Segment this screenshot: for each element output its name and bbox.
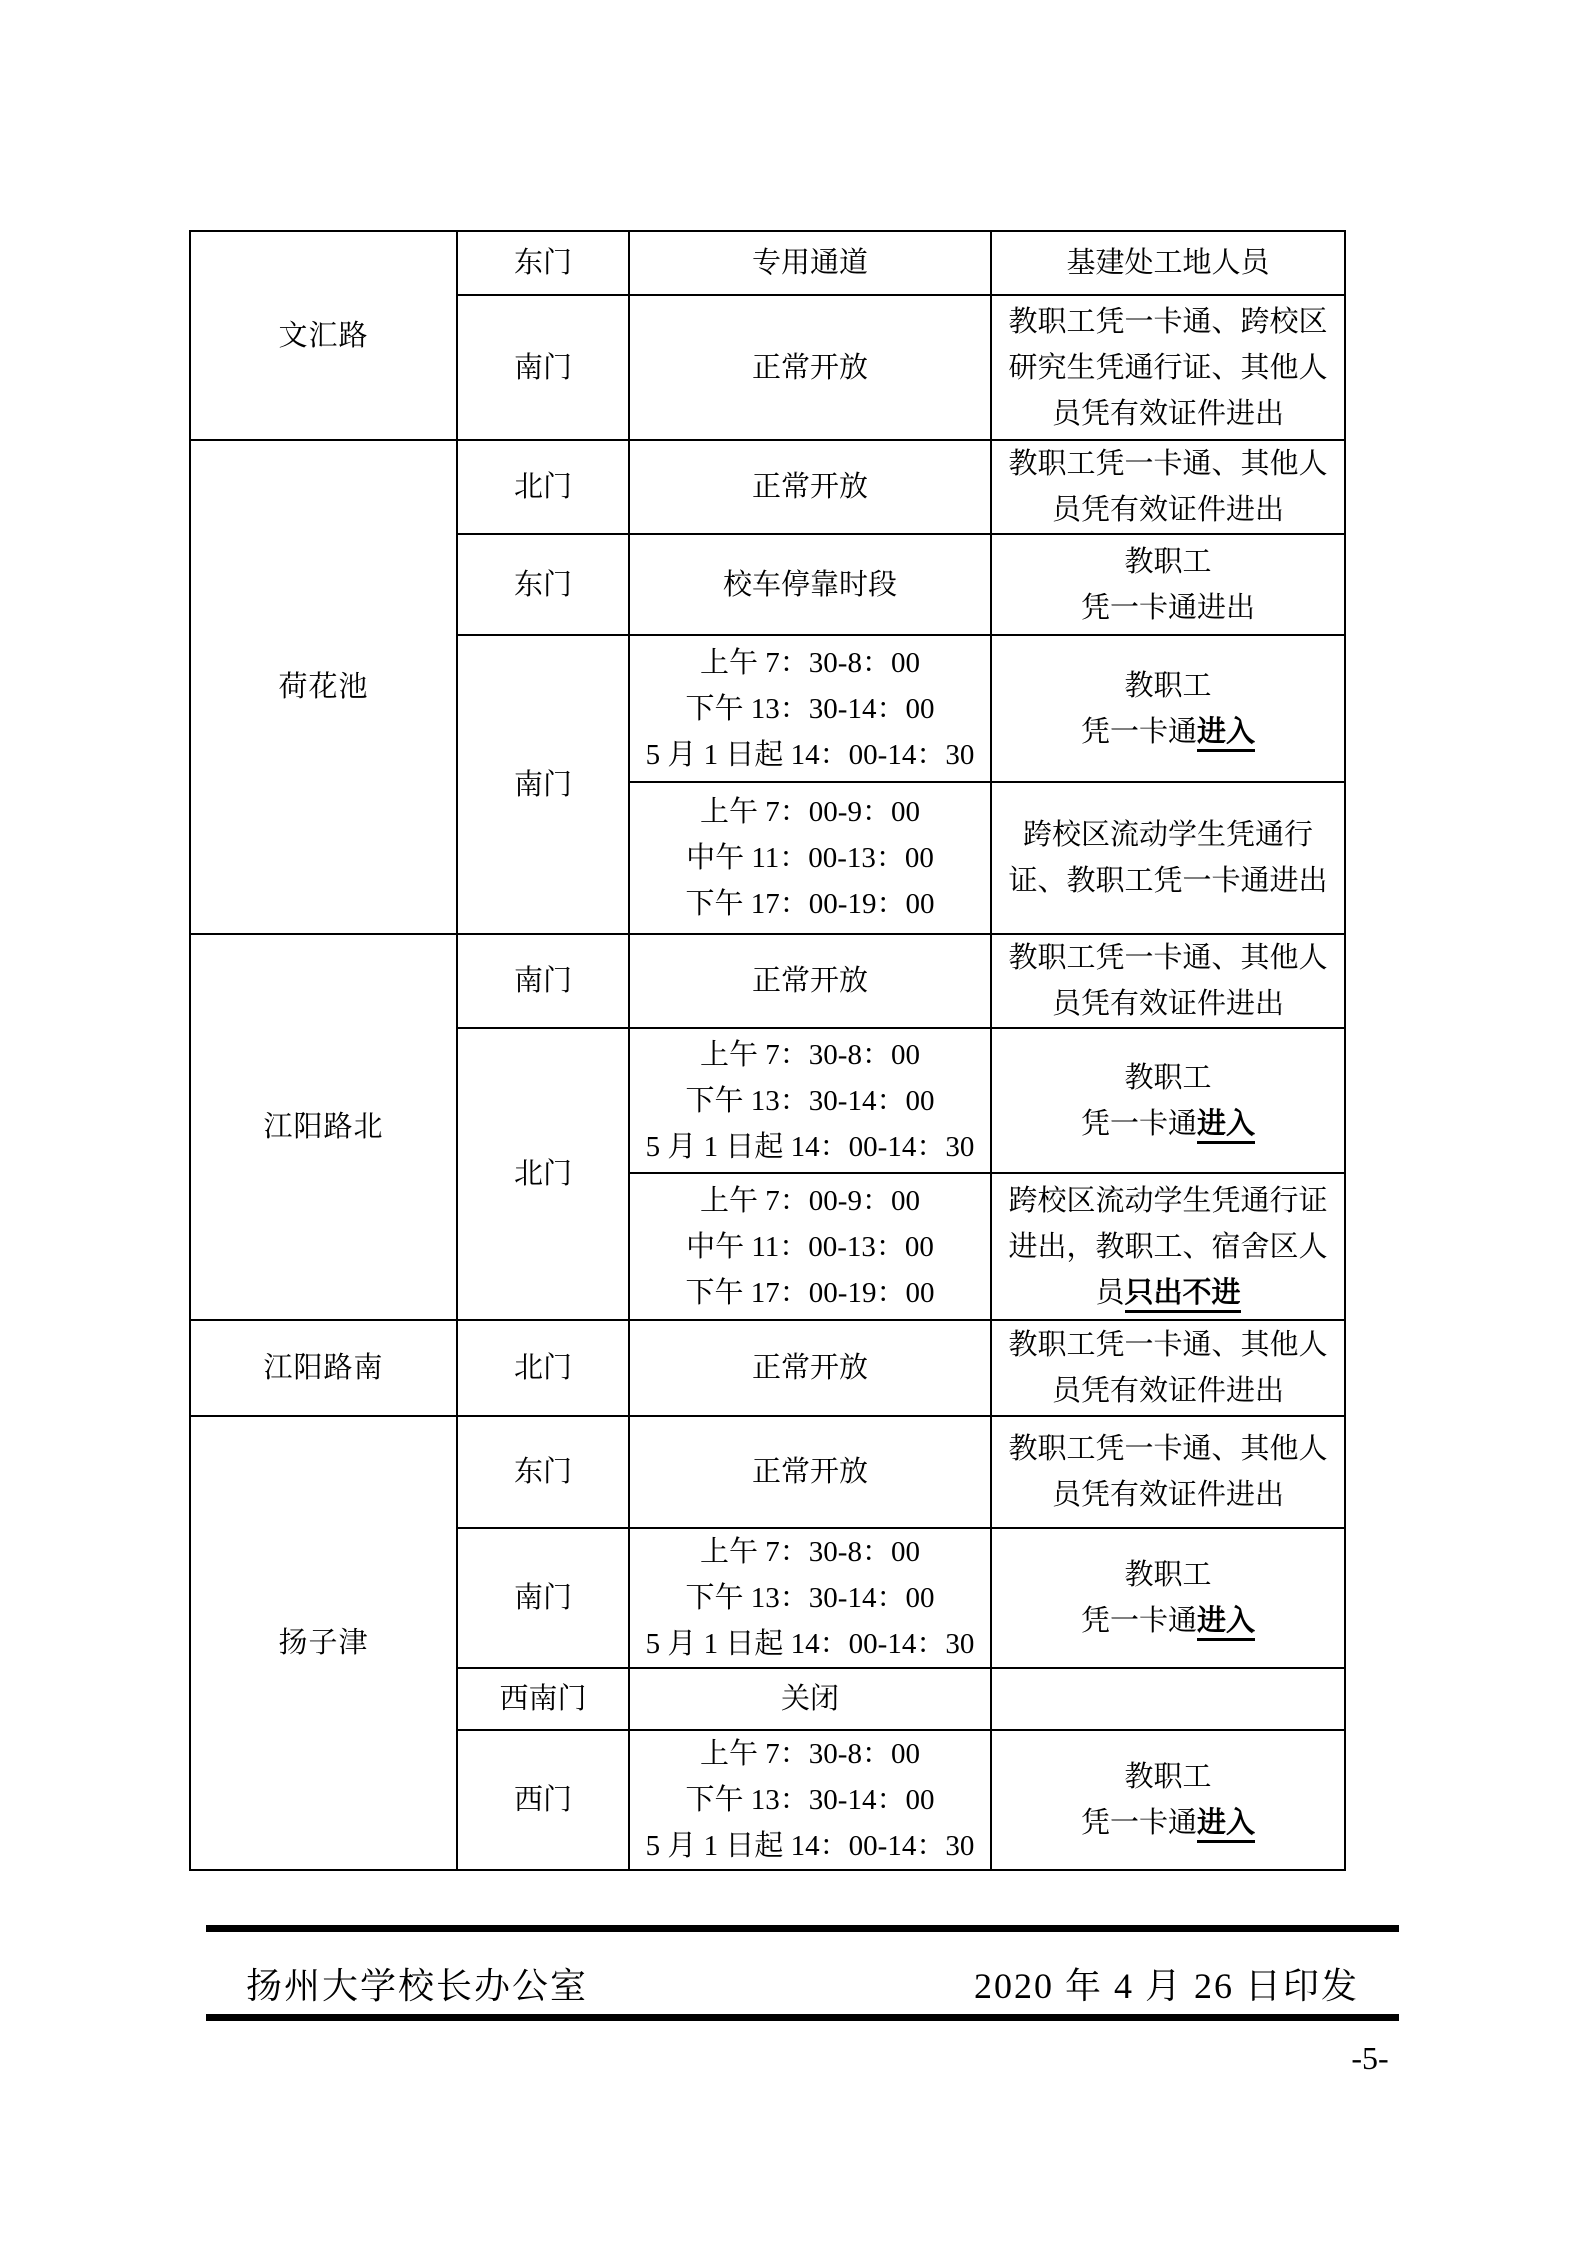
people-line — [998, 299, 1338, 345]
people-text: 员凭有效证件进出 — [1051, 1479, 1284, 1511]
people-line — [998, 1055, 1338, 1101]
status-line: 正常开放 — [751, 351, 868, 384]
emphasized-text: 进入 — [1197, 1807, 1255, 1843]
table-row — [190, 934, 1345, 1028]
people-line — [998, 441, 1338, 487]
gate-cell: 东门 — [457, 534, 629, 635]
people-text: 跨校区流动学生凭通行证 — [1008, 1184, 1328, 1217]
status-line: 5 月 1 日起 14：00-14：30 — [645, 738, 975, 771]
issuer-office: 扬州大学校长办公室 — [246, 1966, 589, 2006]
people-cell — [991, 1668, 1345, 1730]
people-text: 研究生凭通行证、其他人 — [1008, 351, 1328, 384]
people-text: 教职工 — [1124, 545, 1212, 578]
status-cell — [629, 1416, 991, 1528]
people-text: 凭一卡通进出 — [1080, 591, 1255, 624]
people-cell — [991, 1416, 1345, 1528]
status-cell — [629, 1528, 991, 1668]
people-text: 进出，教职工、宿舍区人 — [1008, 1230, 1328, 1263]
people-line — [998, 1472, 1338, 1518]
people-line — [998, 1552, 1338, 1598]
gate-cell: 东门 — [457, 231, 629, 295]
status-line: 下午 17：00-19：00 — [685, 1276, 935, 1309]
people-line — [998, 663, 1338, 709]
status-cell — [629, 295, 991, 440]
status-line: 专用通道 — [751, 247, 868, 279]
footer-rule-top — [206, 1925, 1399, 1932]
status-cell — [629, 1320, 991, 1416]
people-line — [998, 1598, 1338, 1644]
status-cell — [629, 1730, 991, 1870]
table-row — [190, 440, 1345, 534]
status-cell — [629, 440, 991, 534]
footer-rule-bottom — [206, 2014, 1399, 2021]
people-cell — [991, 1528, 1345, 1668]
campus-cell: 文汇路 — [190, 231, 457, 440]
people-text: 凭一卡通 — [1080, 1605, 1197, 1637]
people-text: 教职工凭一卡通、其他人 — [1008, 942, 1328, 974]
emphasized-text: 进入 — [1197, 1605, 1255, 1641]
status-line: 中午 11：00-13：00 — [686, 842, 934, 874]
people-line — [998, 935, 1338, 981]
people-text: 教职工 — [1124, 1559, 1212, 1591]
people-line — [998, 1270, 1338, 1316]
people-line — [998, 539, 1338, 585]
gate-table-body — [190, 231, 1345, 1870]
people-text: 跨校区流动学生凭通行 — [1022, 819, 1313, 851]
status-cell — [629, 635, 991, 782]
status-line: 5 月 1 日起 14：00-14：30 — [645, 1830, 975, 1862]
status-line: 下午 13：30-14：00 — [685, 692, 935, 725]
people-text: 证、教职工凭一卡通进出 — [1008, 865, 1328, 897]
status-cell — [629, 1668, 991, 1730]
status-line: 5 月 1 日起 14：00-14：30 — [645, 1628, 975, 1660]
gate-cell: 北门 — [457, 440, 629, 534]
people-text: 员 — [1095, 1276, 1125, 1309]
people-text: 教职工凭一卡通、跨校区 — [1008, 305, 1328, 338]
status-line: 关闭 — [780, 1683, 839, 1715]
people-cell — [991, 1173, 1345, 1320]
gate-cell: 东门 — [457, 1416, 629, 1528]
people-cell — [991, 440, 1345, 534]
status-line: 上午 7：30-8：00 — [700, 1738, 920, 1770]
table-row — [190, 231, 1345, 295]
people-line — [998, 1800, 1338, 1846]
gate-cell: 南门 — [457, 635, 629, 934]
people-line — [998, 858, 1338, 904]
people-text: 凭一卡通 — [1080, 715, 1197, 748]
people-line — [998, 1224, 1338, 1270]
status-line: 上午 7：00-9：00 — [700, 796, 920, 828]
status-line: 正常开放 — [751, 1352, 868, 1384]
people-line — [998, 981, 1338, 1027]
status-cell — [629, 231, 991, 295]
footer — [206, 1958, 1399, 2009]
gate-cell: 西门 — [457, 1730, 629, 1870]
emphasized-text: 进入 — [1197, 1108, 1255, 1144]
people-text: 教职工 — [1124, 1761, 1212, 1793]
status-cell — [629, 782, 991, 934]
emphasized-text: 进入 — [1197, 716, 1255, 752]
status-line: 下午 13：30-14：00 — [685, 1582, 935, 1614]
people-text: 员凭有效证件进出 — [1051, 397, 1284, 430]
status-cell — [629, 1028, 991, 1173]
people-line — [998, 1754, 1338, 1800]
status-line: 5 月 1 日起 14：00-14：30 — [645, 1130, 975, 1163]
people-line — [998, 709, 1338, 755]
status-line: 正常开放 — [751, 965, 868, 997]
people-text: 员凭有效证件进出 — [1051, 494, 1284, 526]
people-text: 基建处工地人员 — [1066, 247, 1270, 279]
status-line: 正常开放 — [751, 471, 868, 503]
people-text: 员凭有效证件进出 — [1051, 1375, 1284, 1407]
people-line — [998, 1426, 1338, 1472]
people-line — [998, 585, 1338, 631]
people-text: 员凭有效证件进出 — [1051, 988, 1284, 1020]
people-text: 教职工凭一卡通、其他人 — [1008, 448, 1328, 480]
people-line — [998, 1322, 1338, 1368]
people-line — [998, 487, 1338, 533]
people-line — [998, 1101, 1338, 1147]
people-line — [998, 812, 1338, 858]
people-cell — [991, 295, 1345, 440]
people-text: 教职工凭一卡通、其他人 — [1008, 1433, 1328, 1465]
emphasized-text: 只出不进 — [1125, 1277, 1241, 1313]
status-line: 校车停靠时段 — [722, 568, 897, 601]
gate-schedule-table — [189, 230, 1346, 1871]
people-text: 凭一卡通 — [1080, 1107, 1197, 1140]
people-line — [998, 391, 1338, 437]
gate-cell: 北门 — [457, 1320, 629, 1416]
status-line: 下午 17：00-19：00 — [685, 888, 935, 920]
status-cell — [629, 534, 991, 635]
campus-cell: 扬子津 — [190, 1416, 457, 1870]
status-cell — [629, 1173, 991, 1320]
table-row — [190, 1416, 1345, 1528]
gate-cell: 南门 — [457, 934, 629, 1028]
people-cell — [991, 231, 1345, 295]
people-cell — [991, 635, 1345, 782]
people-text: 教职工 — [1124, 669, 1212, 702]
table-row — [190, 1320, 1345, 1416]
campus-cell: 江阳路北 — [190, 934, 457, 1320]
people-line — [998, 1368, 1338, 1414]
status-line: 下午 13：30-14：00 — [685, 1784, 935, 1816]
gate-cell: 南门 — [457, 1528, 629, 1668]
people-cell — [991, 934, 1345, 1028]
gate-cell: 北门 — [457, 1028, 629, 1320]
status-line: 上午 7：00-9：00 — [700, 1184, 920, 1217]
people-cell — [991, 782, 1345, 934]
gate-cell: 西南门 — [457, 1668, 629, 1730]
status-line: 中午 11：00-13：00 — [686, 1230, 934, 1263]
status-line: 上午 7：30-8：00 — [700, 646, 920, 679]
campus-cell: 荷花池 — [190, 440, 457, 934]
people-cell — [991, 1028, 1345, 1173]
status-line: 下午 13：30-14：00 — [685, 1084, 935, 1117]
people-text: 凭一卡通 — [1080, 1807, 1197, 1839]
status-cell — [629, 934, 991, 1028]
people-cell — [991, 1730, 1345, 1870]
status-line: 上午 7：30-8：00 — [700, 1536, 920, 1568]
people-cell — [991, 534, 1345, 635]
status-line: 上午 7：30-8：00 — [700, 1038, 920, 1071]
print-date: 2020 年 4 月 26 日印发 — [973, 1966, 1359, 2006]
campus-cell: 江阳路南 — [190, 1320, 457, 1416]
people-line — [998, 240, 1338, 286]
people-line — [998, 1178, 1338, 1224]
status-line: 正常开放 — [751, 1456, 868, 1488]
people-cell — [991, 1320, 1345, 1416]
gate-cell: 南门 — [457, 295, 629, 440]
page-number: -5- — [1351, 2040, 1389, 2076]
people-text: 教职工凭一卡通、其他人 — [1008, 1329, 1328, 1361]
people-text: 教职工 — [1124, 1061, 1212, 1094]
people-line — [998, 345, 1338, 391]
